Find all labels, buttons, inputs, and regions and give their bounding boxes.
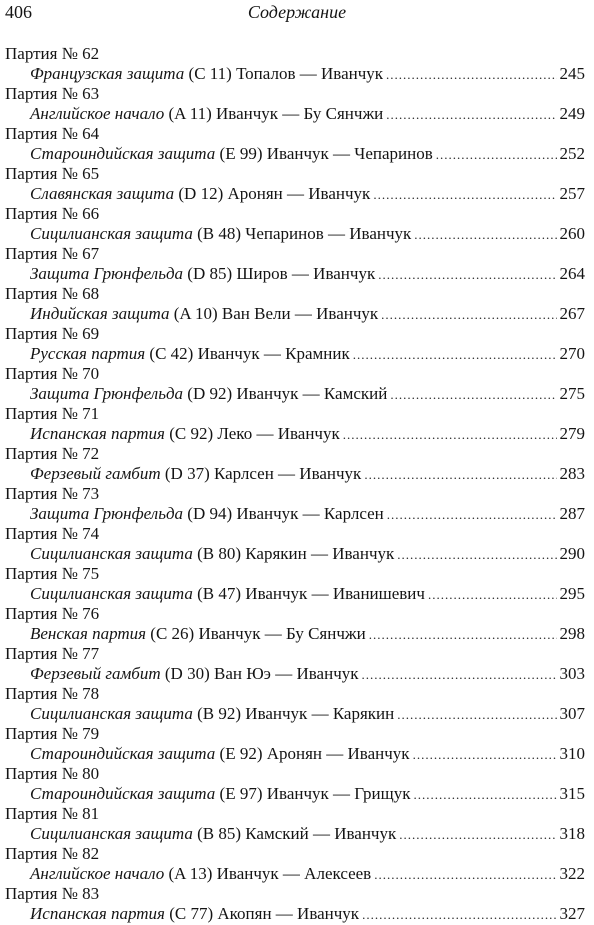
game-number-label: Партия № 73 [5,484,100,503]
opening-name: Защита Грюнфельда [30,264,184,283]
dot-leader [436,145,557,165]
toc-entry [0,204,594,244]
opening-name: Сицилианская защита [30,544,193,563]
opening-name: Французская защита [30,64,185,83]
opening-name: Индийская защита [30,304,170,323]
game-details: (D 12) Аронян — Иванчук [174,184,371,203]
opening-name: Сицилианская защита [30,824,193,843]
toc-line [0,264,594,284]
dot-leader [428,585,557,605]
opening-name: Венская партия [30,624,147,643]
dot-leader [387,505,557,525]
page-number: 406 [5,2,32,22]
page-reference: 245 [559,64,585,83]
dot-leader [369,625,557,645]
game-number-label: Партия № 65 [5,164,100,183]
page-reference: 264 [559,264,585,283]
toc-line [0,624,594,644]
game-number-label: Партия № 69 [5,324,100,343]
page-reference: 270 [559,344,585,363]
game-number-label: Партия № 66 [5,204,100,223]
dot-leader [373,185,556,205]
toc-line [0,664,594,684]
toc-entry [0,724,594,764]
dot-leader [362,665,557,685]
game-details: (C 42) Иванчук — Крамник [145,344,350,363]
page-reference: 327 [559,904,585,923]
dot-leader [362,905,556,925]
toc-entry [0,884,594,924]
game-details: (B 48) Чепаринов — Иванчук [192,224,412,243]
running-title: Содержание [247,2,347,22]
opening-name: Славянская защита [30,184,175,203]
toc-line [0,64,594,84]
opening-name: Защита Грюнфельда [30,504,184,523]
game-number-label: Партия № 79 [5,724,100,743]
opening-name: Испанская партия [30,424,165,443]
opening-name: Староиндийская защита [30,784,216,803]
game-number-label: Партия № 80 [5,764,100,783]
toc-entry [0,44,594,84]
page-reference: 298 [559,624,585,643]
opening-name: Староиндийская защита [30,744,216,763]
dot-leader [397,705,556,725]
game-details: (C 92) Леко — Иванчук [164,424,340,443]
toc-line [0,704,594,724]
game-details: (A 13) Иванчук — Алексеев [164,864,372,883]
page-reference: 322 [559,864,585,883]
dot-leader [386,65,556,85]
page-reference: 303 [559,664,585,683]
game-number-label: Партия № 77 [5,644,100,663]
game-details: (C 11) Топалов — Иванчук [184,64,384,83]
game-details: (A 10) Ван Вели — Иванчук [169,304,379,323]
page-reference: 295 [559,584,585,603]
toc-line [0,824,594,844]
opening-name: Английское начало [30,104,165,123]
opening-name: Русская партия [30,344,146,363]
toc-line [0,104,594,124]
page-header [0,0,594,28]
dot-leader [414,225,556,245]
toc-entry [0,564,594,604]
opening-name: Защита Грюнфельда [30,384,184,403]
toc-line [0,784,594,804]
opening-name: Ферзевый гамбит [30,464,161,483]
dot-leader [397,545,556,565]
toc-line [0,864,594,884]
toc-entry [0,84,594,124]
page-reference: 310 [559,744,585,763]
game-details: (E 97) Иванчук — Грищук [215,784,411,803]
page-reference: 279 [559,424,585,443]
game-number-label: Партия № 64 [5,124,100,143]
toc-entry [0,444,594,484]
opening-name: Английское начало [30,864,165,883]
game-details: (A 11) Иванчук — Бу Сянчжи [164,104,384,123]
page-reference: 283 [559,464,585,483]
page-reference: 257 [559,184,585,203]
game-details: (D 94) Иванчук — Карлсен [183,504,384,523]
opening-name: Сицилианская защита [30,704,193,723]
dot-leader [386,105,556,125]
game-details: (C 26) Иванчук — Бу Сянчжи [146,624,366,643]
dot-leader [399,825,556,845]
dot-leader [413,785,556,805]
opening-name: Сицилианская защита [30,584,193,603]
game-number-label: Партия № 72 [5,444,100,463]
dot-leader [381,305,556,325]
game-details: (D 30) Ван Юэ — Иванчук [160,664,359,683]
page-reference: 267 [559,304,585,323]
dot-leader [390,385,556,405]
game-number-label: Партия № 76 [5,604,100,623]
toc-entry [0,124,594,164]
game-number-label: Партия № 78 [5,684,100,703]
toc-line [0,184,594,204]
opening-name: Сицилианская защита [30,224,193,243]
toc-entry [0,284,594,324]
game-number-label: Партия № 74 [5,524,100,543]
game-number-label: Партия № 75 [5,564,100,583]
toc-entry [0,804,594,844]
game-details: (D 92) Иванчук — Камский [183,384,388,403]
toc-entry [0,244,594,284]
toc-line [0,344,594,364]
game-details: (E 92) Аронян — Иванчук [215,744,410,763]
toc-line [0,384,594,404]
dot-leader [374,865,556,885]
game-details: (B 80) Карякин — Иванчук [192,544,395,563]
toc-entry [0,684,594,724]
game-details: (C 77) Акопян — Иванчук [164,904,360,923]
toc-entry [0,844,594,884]
game-number-label: Партия № 67 [5,244,100,263]
toc-entry [0,164,594,204]
dot-leader [353,345,557,365]
game-details: (D 37) Карлсен — Иванчук [160,464,362,483]
page-reference: 315 [559,784,585,803]
opening-name: Испанская партия [30,904,165,923]
toc-entry [0,324,594,364]
toc-line [0,504,594,524]
page-reference: 249 [559,104,585,123]
game-number-label: Партия № 71 [5,404,100,423]
page-reference: 307 [559,704,585,723]
game-number-label: Партия № 81 [5,804,100,823]
page-reference: 318 [559,824,585,843]
toc-entry [0,604,594,644]
toc-entry [0,484,594,524]
dot-leader [378,265,556,285]
game-number-label: Партия № 62 [5,44,100,63]
game-details: (B 85) Камский — Иванчук [192,824,397,843]
game-details: (B 92) Иванчук — Карякин [192,704,395,723]
table-of-contents [0,44,594,924]
page-reference: 290 [559,544,585,563]
page-reference: 275 [559,384,585,403]
dot-leader [364,465,556,485]
game-number-label: Партия № 83 [5,884,100,903]
toc-line [0,584,594,604]
toc-line [0,224,594,244]
page-reference: 260 [559,224,585,243]
game-number-label: Партия № 68 [5,284,100,303]
toc-line [0,744,594,764]
game-details: (D 85) Широв — Иванчук [183,264,376,283]
page-reference: 287 [559,504,585,523]
toc-line [0,904,594,924]
toc-line [0,424,594,444]
page-reference: 252 [559,144,585,163]
toc-entry [0,404,594,444]
toc-line [0,304,594,324]
game-details: (E 99) Иванчук — Чепаринов [215,144,433,163]
toc-entry [0,644,594,684]
dot-leader [343,425,557,445]
toc-entry [0,524,594,564]
game-details: (B 47) Иванчук — Иванишевич [192,584,425,603]
dot-leader [413,745,557,765]
toc-line [0,464,594,484]
toc-entry [0,764,594,804]
game-number-label: Партия № 82 [5,844,100,863]
toc-line [0,144,594,164]
opening-name: Ферзевый гамбит [30,664,161,683]
opening-name: Староиндийская защита [30,144,216,163]
game-number-label: Партия № 70 [5,364,100,383]
toc-line [0,544,594,564]
game-number-label: Партия № 63 [5,84,100,103]
toc-entry [0,364,594,404]
